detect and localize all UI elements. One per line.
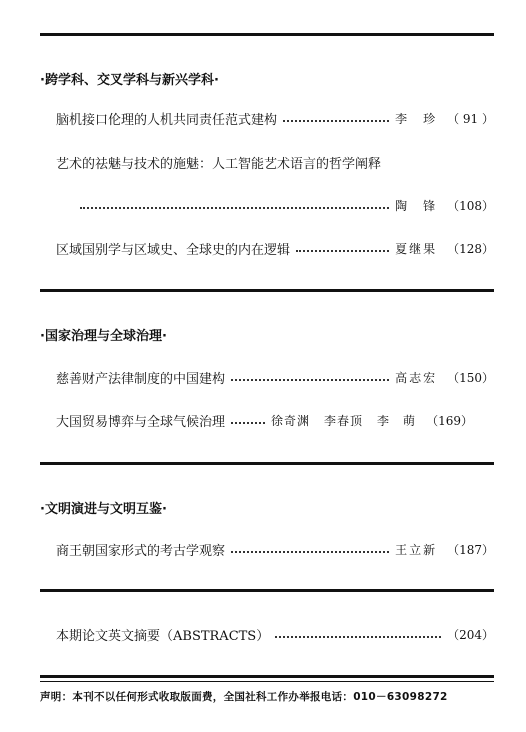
section-rule-thick bbox=[40, 289, 494, 292]
toc-entry-continuation[interactable] bbox=[80, 195, 494, 215]
entry-author: 王立新 bbox=[395, 542, 438, 557]
entry-author: 陶 锋 bbox=[395, 198, 438, 213]
entry-page: （128） bbox=[447, 241, 494, 256]
entry-title[interactable]: 艺术的祛魅与技术的施魅：人工智能艺术语言的哲学阐释 bbox=[56, 157, 382, 172]
entry-title: 区域国别学与区域史、全球史的内在逻辑 bbox=[56, 242, 291, 258]
dot-leader bbox=[275, 636, 441, 638]
entry-title: 脑机接口伦理的人机共同责任范式建构 bbox=[56, 112, 278, 128]
entry-title: 慈善财产法律制度的中国建构 bbox=[56, 371, 226, 387]
toc-entry-abstracts[interactable] bbox=[56, 624, 494, 644]
entry-title: 商王朝国家形式的考古学观察 bbox=[56, 543, 226, 559]
top-rule-thick bbox=[40, 33, 494, 36]
entry-page: （108） bbox=[447, 198, 494, 213]
section-title-civilization: ·文明演进与文明互鉴· bbox=[40, 502, 167, 517]
entry-page: （187） bbox=[447, 542, 494, 557]
toc-entry[interactable] bbox=[56, 410, 494, 430]
section-title-interdisciplinary: ·跨学科、交叉学科与新兴学科· bbox=[40, 73, 219, 88]
bottom-rule-thick bbox=[40, 675, 494, 678]
entry-authors bbox=[271, 412, 416, 429]
entry-author: 夏继果 bbox=[395, 241, 438, 256]
dot-leader bbox=[231, 422, 265, 424]
dot-leader bbox=[296, 250, 389, 252]
entry-page: （204） bbox=[447, 627, 494, 642]
entry-page: （ 91 ） bbox=[447, 111, 494, 126]
entry-author: 徐奇渊 bbox=[271, 413, 311, 428]
toc-entry[interactable] bbox=[56, 238, 494, 258]
section-rule-thick bbox=[40, 589, 494, 592]
entry-author: 李 珍 bbox=[395, 111, 438, 126]
toc-entry[interactable] bbox=[56, 108, 494, 128]
dot-leader bbox=[80, 207, 389, 209]
footer-statement: 声明：本刊不以任何形式收取版面费，全国社科工作办举报电话：010－63098272 bbox=[40, 691, 448, 703]
entry-title: 本期论文英文摘要（ABSTRACTS） bbox=[56, 628, 270, 644]
section-title-governance: ·国家治理与全球治理· bbox=[40, 329, 167, 344]
entry-author: 李 萌 bbox=[377, 413, 417, 428]
toc-entry[interactable] bbox=[56, 367, 494, 387]
entry-page: （150） bbox=[447, 370, 494, 385]
entry-author: 高志宏 bbox=[395, 370, 438, 385]
dot-leader bbox=[283, 120, 389, 122]
entry-title: 大国贸易博弈与全球气候治理 bbox=[56, 414, 226, 430]
section-rule-thick bbox=[40, 462, 494, 465]
dot-leader bbox=[231, 379, 389, 381]
entry-page: （169） bbox=[426, 413, 473, 428]
entry-author: 李春顶 bbox=[324, 413, 364, 428]
toc-entry[interactable] bbox=[56, 539, 494, 559]
bottom-rule-thin bbox=[40, 681, 494, 682]
dot-leader bbox=[231, 551, 389, 553]
